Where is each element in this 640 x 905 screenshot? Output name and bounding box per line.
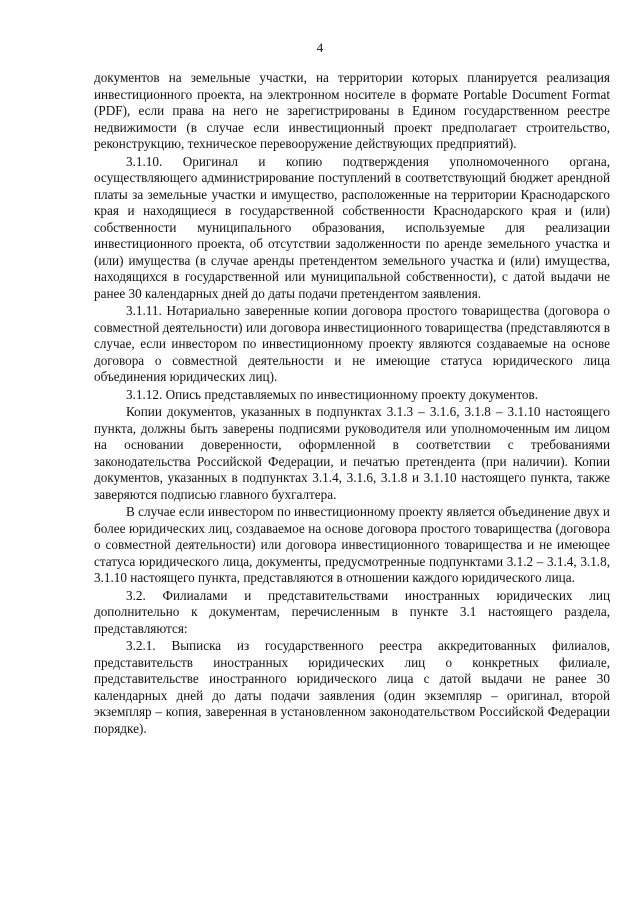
paragraph: 3.2.1. Выписка из государственного реестра аккредитованных филиалов, представительств иностранных юридических лиц о конкретных филиале, представительстве иностранного юридического лица с датой выдачи не ранее 30 календарных дней до даты подачи заявления (один экземпляр – оригинал, второй экземпляр – копия, заверенная в установленном законодательством Российской Федерации порядке). xyxy=(94,638,610,736)
paragraph: Копии документов, указанных в подпунктах 3.1.3 – 3.1.6, 3.1.8 – 3.1.10 настоящего пункта, должны быть заверены подписями руководителя или уполномоченным им лицом на основании доверенности, оформленной в соответствии с требованиями законодательства Российской Федерации, и печатью претендента (при наличии). Копии документов, указанных в подпунктах 3.1.4, 3.1.6, 3.1.8 и 3.1.10 настоящего пункта, также заверяются подписью главного бухгалтера. xyxy=(94,404,610,502)
paragraph: документов на земельные участки, на территории которых планируется реализация инвестиционного проекта, на электронном носителе в формате Portable Document Format (PDF), если права на него не зарегистрированы в Едином государственном реестре недвижимости (в случае если инвестиционный проект предполагает строительство, реконструкцию, техническое перевооружение действующих предприятий). xyxy=(94,70,610,151)
paragraph: 3.1.12. Опись представляемых по инвестиционному проекту документов. xyxy=(126,386,539,402)
document-body xyxy=(94,70,610,738)
paragraph: В случае если инвестором по инвестиционному проекту является объединение двух и более юридических лиц, создаваемое на основе договора простого товарищества (договора о совместной деятельности) или договора инвестиционного товарищества и не имеющее статуса юридического лица, документы, предусмотренные подпунктами 3.1.2 – 3.1.4, 3.1.8, 3.1.10 настоящего пункта, представляются в отношении каждого юридического лица. xyxy=(94,504,610,585)
paragraph: 3.1.11. Нотариально заверенные копии договора простого товарищества (договора о совместной деятельности) или договора инвестиционного товарищества (представляются в случае, если инвестором по инвестиционному проекту являются создаваемые на основе договора о совместной деятельности и не имеющие статуса юридического лица объединения юридических лиц). xyxy=(94,303,610,384)
paragraph: 3.2. Филиалами и представительствами иностранных юридических лиц дополнительно к документам, перечисленным в пункте 3.1 настоящего раздела, представляются: xyxy=(94,587,610,636)
paragraph: 3.1.10. Оригинал и копию подтверждения уполномоченного органа, осуществляющего администрирование поступлений в соответствующий бюджет арендной платы за земельные участки и имущество, расположенные на территории Краснодарского края и находящиеся в государственной собственности Краснодарского края и (или) собственности муниципального образования, используемые для реализации инвестиционного проекта, об отсутствии задолженности по аренде земельного участка и (или) имущества (в случае аренды претендентом земельного участка и (или) имущества, находящихся в государственной или муниципальной собственности), с датой выдачи не ранее 30 календарных дней до даты подачи претендентом заявления. xyxy=(94,153,610,301)
page-number: 4 xyxy=(316,40,324,55)
